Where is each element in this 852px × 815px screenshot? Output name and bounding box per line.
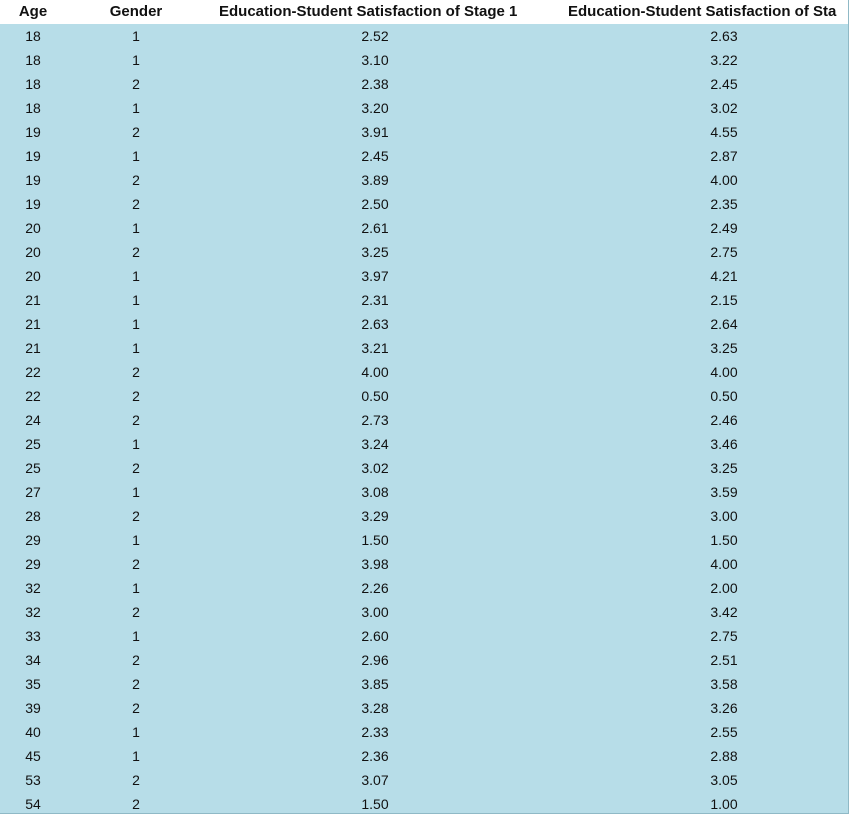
cell-gender[interactable]: 2 — [132, 796, 140, 812]
cell-age[interactable]: 39 — [25, 700, 41, 716]
table-row — [0, 360, 848, 384]
table-row — [0, 720, 848, 744]
cell-stage2-satisfaction[interactable]: 3.22 — [710, 52, 738, 68]
table-row — [0, 552, 848, 576]
cell-gender[interactable]: 1 — [132, 436, 140, 452]
cell-gender[interactable]: 1 — [132, 28, 140, 44]
cell-age[interactable]: 19 — [25, 196, 41, 212]
cell-stage1-satisfaction[interactable]: 2.36 — [361, 748, 389, 764]
cell-stage1-satisfaction[interactable]: 2.26 — [361, 580, 389, 596]
cell-stage2-satisfaction[interactable]: 2.88 — [710, 748, 738, 764]
cell-gender[interactable]: 1 — [132, 628, 140, 644]
table-row — [0, 696, 848, 720]
cell-stage1-satisfaction[interactable]: 3.25 — [361, 244, 389, 260]
cell-age[interactable]: 21 — [25, 340, 41, 356]
cell-stage1-satisfaction[interactable]: 2.60 — [361, 628, 389, 644]
cell-stage2-satisfaction[interactable]: 2.35 — [710, 196, 738, 212]
cell-stage2-satisfaction[interactable]: 3.59 — [710, 484, 738, 500]
cell-age[interactable]: 19 — [25, 124, 41, 140]
table-row — [0, 24, 848, 48]
cell-gender[interactable]: 2 — [132, 76, 140, 92]
cell-stage1-satisfaction[interactable]: 3.24 — [361, 436, 389, 452]
cell-age[interactable]: 20 — [25, 244, 41, 260]
column-header-age[interactable]: Age — [18, 3, 48, 20]
cell-gender[interactable]: 1 — [132, 268, 140, 284]
cell-age[interactable]: 35 — [25, 676, 41, 692]
cell-age[interactable]: 32 — [25, 604, 41, 620]
table-row — [0, 792, 848, 814]
cell-stage2-satisfaction[interactable]: 2.51 — [710, 652, 738, 668]
cell-gender[interactable]: 2 — [132, 508, 140, 524]
cell-stage1-satisfaction[interactable]: 2.45 — [361, 148, 389, 164]
cell-stage1-satisfaction[interactable]: 2.63 — [361, 316, 389, 332]
table-row — [0, 48, 848, 72]
cell-age[interactable]: 18 — [25, 28, 41, 44]
table-header-row — [0, 0, 848, 24]
table-row — [0, 648, 848, 672]
cell-gender[interactable]: 2 — [132, 388, 140, 404]
cell-stage2-satisfaction[interactable]: 3.58 — [710, 676, 738, 692]
table-row — [0, 144, 848, 168]
table-row — [0, 600, 848, 624]
cell-gender[interactable]: 1 — [132, 484, 140, 500]
cell-stage2-satisfaction[interactable]: 3.02 — [710, 100, 738, 116]
cell-stage1-satisfaction[interactable]: 2.96 — [361, 652, 389, 668]
table-row — [0, 408, 848, 432]
table-row — [0, 480, 848, 504]
cell-stage2-satisfaction[interactable]: 2.63 — [710, 28, 738, 44]
column-header-stage2-satisfaction[interactable]: Education-Student Satisfaction of Sta — [568, 3, 837, 20]
cell-stage1-satisfaction[interactable]: 3.20 — [361, 100, 389, 116]
cell-age[interactable]: 21 — [25, 316, 41, 332]
cell-gender[interactable]: 1 — [132, 100, 140, 116]
table-row — [0, 264, 848, 288]
cell-stage1-satisfaction[interactable]: 2.61 — [361, 220, 389, 236]
table-row — [0, 288, 848, 312]
cell-gender[interactable]: 2 — [132, 460, 140, 476]
cell-age[interactable]: 54 — [25, 796, 41, 812]
cell-stage1-satisfaction[interactable]: 1.50 — [361, 532, 389, 548]
table-row — [0, 336, 848, 360]
cell-gender[interactable]: 1 — [132, 148, 140, 164]
cell-stage1-satisfaction[interactable]: 2.33 — [361, 724, 389, 740]
cell-stage1-satisfaction[interactable]: 1.50 — [361, 796, 389, 812]
cell-gender[interactable]: 1 — [132, 580, 140, 596]
cell-age[interactable]: 40 — [25, 724, 41, 740]
cell-age[interactable]: 34 — [25, 652, 41, 668]
cell-stage2-satisfaction[interactable]: 2.49 — [710, 220, 738, 236]
cell-stage2-satisfaction[interactable]: 3.42 — [710, 604, 738, 620]
table-row — [0, 504, 848, 528]
cell-gender[interactable]: 1 — [132, 292, 140, 308]
cell-stage1-satisfaction[interactable]: 3.10 — [361, 52, 389, 68]
cell-gender[interactable]: 2 — [132, 604, 140, 620]
cell-stage2-satisfaction[interactable]: 2.46 — [710, 412, 738, 428]
cell-stage1-satisfaction[interactable]: 3.89 — [361, 172, 389, 188]
table-row — [0, 168, 848, 192]
column-header-stage1-satisfaction[interactable]: Education-Student Satisfaction of Stage 1 — [219, 3, 518, 20]
cell-stage2-satisfaction[interactable]: 3.00 — [710, 508, 738, 524]
cell-gender[interactable]: 2 — [132, 772, 140, 788]
cell-stage2-satisfaction[interactable]: 2.00 — [710, 580, 738, 596]
cell-gender[interactable]: 2 — [132, 244, 140, 260]
cell-age[interactable]: 33 — [25, 628, 41, 644]
column-header-gender[interactable]: Gender — [109, 3, 163, 20]
cell-stage2-satisfaction[interactable]: 3.46 — [710, 436, 738, 452]
table-row — [0, 192, 848, 216]
cell-age[interactable]: 29 — [25, 532, 41, 548]
cell-age[interactable]: 20 — [25, 268, 41, 284]
cell-stage2-satisfaction[interactable]: 3.26 — [710, 700, 738, 716]
cell-stage2-satisfaction[interactable]: 2.45 — [710, 76, 738, 92]
cell-stage2-satisfaction[interactable]: 4.21 — [710, 268, 738, 284]
cell-stage2-satisfaction[interactable]: 4.00 — [710, 556, 738, 572]
cell-age[interactable]: 19 — [25, 148, 41, 164]
cell-gender[interactable]: 1 — [132, 316, 140, 332]
table-row — [0, 672, 848, 696]
cell-gender[interactable]: 2 — [132, 700, 140, 716]
cell-age[interactable]: 24 — [25, 412, 41, 428]
cell-stage2-satisfaction[interactable]: 3.05 — [710, 772, 738, 788]
cell-age[interactable]: 25 — [25, 460, 41, 476]
cell-stage1-satisfaction[interactable]: 0.50 — [361, 388, 389, 404]
table-row — [0, 240, 848, 264]
cell-gender[interactable]: 1 — [132, 340, 140, 356]
cell-stage2-satisfaction[interactable]: 2.75 — [710, 628, 738, 644]
cell-age[interactable]: 22 — [25, 364, 41, 380]
cell-stage2-satisfaction[interactable]: 2.55 — [710, 724, 738, 740]
cell-stage1-satisfaction[interactable]: 3.28 — [361, 700, 389, 716]
cell-stage2-satisfaction[interactable]: 0.50 — [710, 388, 738, 404]
cell-stage1-satisfaction[interactable]: 3.00 — [361, 604, 389, 620]
cell-stage1-satisfaction[interactable]: 3.98 — [361, 556, 389, 572]
table-row — [0, 96, 848, 120]
cell-stage1-satisfaction[interactable]: 3.08 — [361, 484, 389, 500]
cell-gender[interactable]: 1 — [132, 52, 140, 68]
cell-age[interactable]: 27 — [25, 484, 41, 500]
cell-age[interactable]: 18 — [25, 52, 41, 68]
cell-age[interactable]: 29 — [25, 556, 41, 572]
cell-age[interactable]: 53 — [25, 772, 41, 788]
cell-gender[interactable]: 2 — [132, 196, 140, 212]
cell-stage2-satisfaction[interactable]: 3.25 — [710, 340, 738, 356]
cell-stage1-satisfaction[interactable]: 2.50 — [361, 196, 389, 212]
cell-stage2-satisfaction[interactable]: 2.15 — [710, 292, 738, 308]
cell-gender[interactable]: 2 — [132, 556, 140, 572]
cell-stage1-satisfaction[interactable]: 2.38 — [361, 76, 389, 92]
cell-stage1-satisfaction[interactable]: 4.00 — [361, 364, 389, 380]
cell-stage2-satisfaction[interactable]: 2.75 — [710, 244, 738, 260]
cell-age[interactable]: 19 — [25, 172, 41, 188]
cell-gender[interactable]: 2 — [132, 676, 140, 692]
cell-age[interactable]: 28 — [25, 508, 41, 524]
cell-stage1-satisfaction[interactable]: 3.85 — [361, 676, 389, 692]
cell-stage1-satisfaction[interactable]: 3.02 — [361, 460, 389, 476]
cell-age[interactable]: 45 — [25, 748, 41, 764]
cell-gender[interactable]: 2 — [132, 172, 140, 188]
table-row — [0, 576, 848, 600]
cell-stage2-satisfaction[interactable]: 1.00 — [710, 796, 738, 812]
cell-stage2-satisfaction[interactable]: 3.25 — [710, 460, 738, 476]
cell-age[interactable]: 25 — [25, 436, 41, 452]
cell-age[interactable]: 32 — [25, 580, 41, 596]
cell-gender[interactable]: 2 — [132, 412, 140, 428]
table-row — [0, 528, 848, 552]
table-row — [0, 216, 848, 240]
cell-gender[interactable]: 2 — [132, 652, 140, 668]
cell-age[interactable]: 18 — [25, 100, 41, 116]
table-row — [0, 312, 848, 336]
cell-age[interactable]: 20 — [25, 220, 41, 236]
table-row — [0, 384, 848, 408]
cell-stage1-satisfaction[interactable]: 3.91 — [361, 124, 389, 140]
cell-stage1-satisfaction[interactable]: 3.21 — [361, 340, 389, 356]
cell-gender[interactable]: 1 — [132, 748, 140, 764]
cell-gender[interactable]: 2 — [132, 124, 140, 140]
table-row — [0, 768, 848, 792]
cell-gender[interactable]: 1 — [132, 220, 140, 236]
cell-stage1-satisfaction[interactable]: 3.97 — [361, 268, 389, 284]
table-row — [0, 624, 848, 648]
cell-age[interactable]: 18 — [25, 76, 41, 92]
cell-stage1-satisfaction[interactable]: 2.52 — [361, 28, 389, 44]
cell-stage1-satisfaction[interactable]: 3.29 — [361, 508, 389, 524]
cell-stage2-satisfaction[interactable]: 4.00 — [710, 172, 738, 188]
cell-stage2-satisfaction[interactable]: 2.87 — [710, 148, 738, 164]
cell-stage2-satisfaction[interactable]: 2.64 — [710, 316, 738, 332]
table-row — [0, 72, 848, 96]
cell-stage2-satisfaction[interactable]: 4.00 — [710, 364, 738, 380]
table-row — [0, 456, 848, 480]
cell-stage2-satisfaction[interactable]: 1.50 — [710, 532, 738, 548]
table-row — [0, 120, 848, 144]
cell-stage2-satisfaction[interactable]: 4.55 — [710, 124, 738, 140]
cell-gender[interactable]: 1 — [132, 724, 140, 740]
table-body — [0, 24, 848, 814]
cell-age[interactable]: 22 — [25, 388, 41, 404]
cell-stage1-satisfaction[interactable]: 2.31 — [361, 292, 389, 308]
cell-stage1-satisfaction[interactable]: 3.07 — [361, 772, 389, 788]
cell-gender[interactable]: 1 — [132, 532, 140, 548]
cell-gender[interactable]: 2 — [132, 364, 140, 380]
table-row — [0, 744, 848, 768]
cell-age[interactable]: 21 — [25, 292, 41, 308]
table-row — [0, 432, 848, 456]
cell-stage1-satisfaction[interactable]: 2.73 — [361, 412, 389, 428]
